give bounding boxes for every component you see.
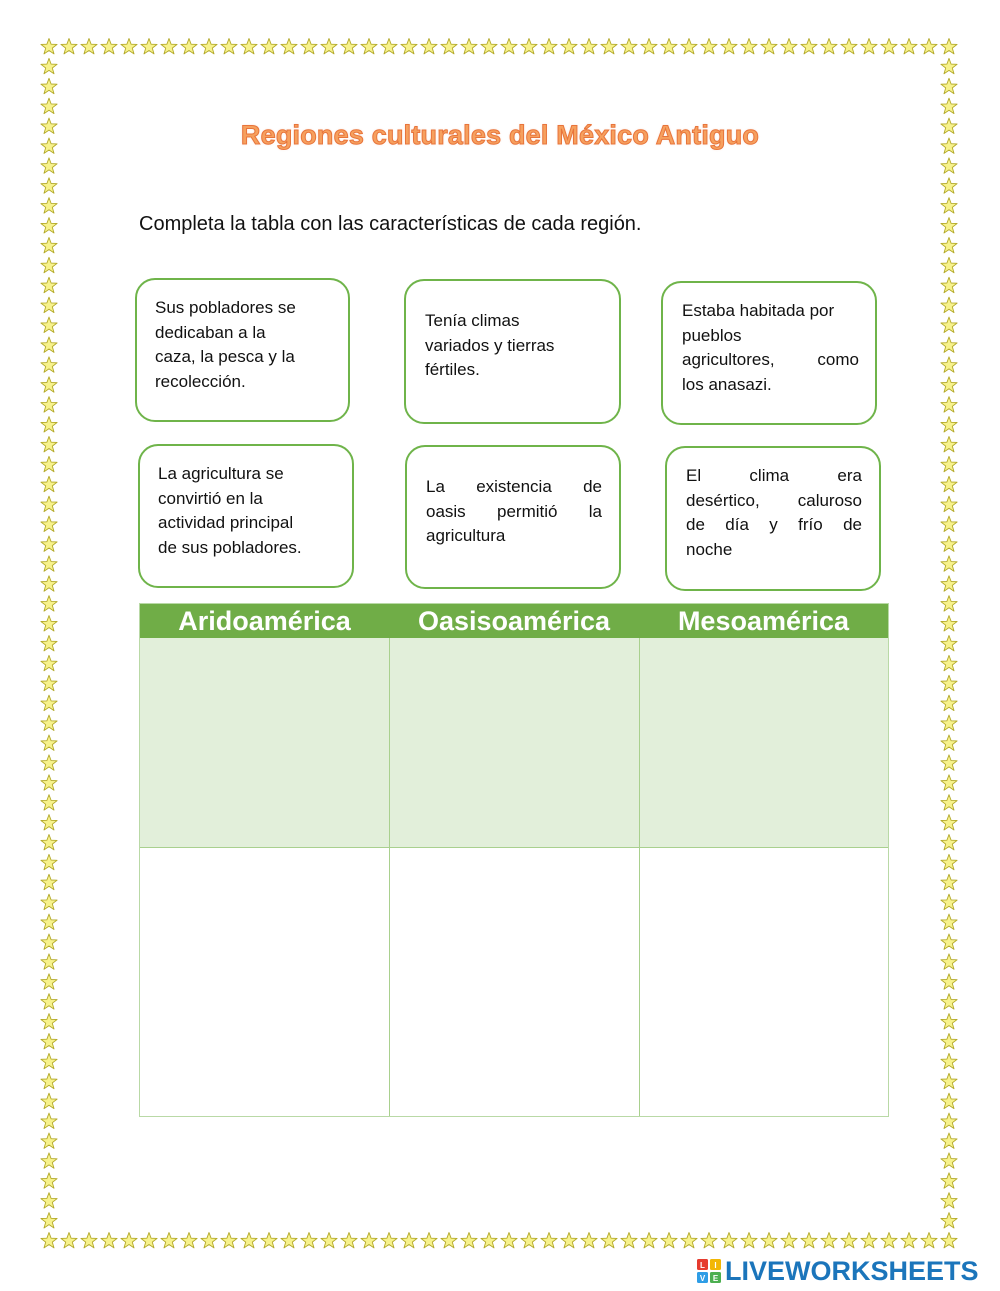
star-icon (41, 616, 57, 631)
star-icon (941, 1213, 957, 1228)
star-icon (401, 39, 417, 54)
star-icon (41, 417, 57, 432)
star-icon (41, 496, 57, 511)
star-icon (261, 1233, 277, 1248)
star-icon (941, 775, 957, 790)
answer-card-1[interactable] (135, 278, 350, 422)
star-icon (741, 39, 757, 54)
star-icon (41, 715, 57, 730)
star-icon (941, 218, 957, 233)
star-icon (941, 357, 957, 372)
answer-card-4[interactable] (138, 444, 354, 588)
star-icon (941, 1153, 957, 1168)
svg-text:E: E (712, 1274, 719, 1283)
card-line: dedicaban a la (155, 322, 266, 342)
star-icon (601, 1233, 617, 1248)
star-icon (41, 58, 57, 73)
star-icon (941, 655, 957, 670)
star-icon (41, 1113, 57, 1128)
star-icon (41, 317, 57, 332)
star-icon (941, 536, 957, 551)
drop-zone-aridoamerica-1[interactable] (140, 638, 389, 847)
star-icon (341, 1233, 357, 1248)
star-icon (421, 39, 437, 54)
star-icon (741, 1233, 757, 1248)
star-icon (41, 1014, 57, 1029)
star-icon (941, 1034, 957, 1049)
star-icon (941, 596, 957, 611)
star-icon (41, 1233, 57, 1248)
star-icon (41, 218, 57, 233)
star-icon (941, 1193, 957, 1208)
star-icon (941, 576, 957, 591)
card-line: variados y tierras (425, 335, 555, 355)
star-icon (441, 1233, 457, 1248)
star-icon (41, 576, 57, 591)
star-icon (681, 1233, 697, 1248)
star-icon (41, 874, 57, 889)
star-icon (41, 795, 57, 810)
star-icon (941, 994, 957, 1009)
star-icon (641, 39, 657, 54)
star-icon (941, 1133, 957, 1148)
star-icon (941, 556, 957, 571)
star-icon (41, 994, 57, 1009)
star-icon (821, 39, 837, 54)
instruction-text: Completa la tabla con las características de cada región. (139, 213, 642, 235)
star-icon (141, 1233, 157, 1248)
star-icon (41, 178, 57, 193)
star-icon (41, 297, 57, 312)
star-icon (941, 1093, 957, 1108)
star-icon (501, 1233, 517, 1248)
star-icon (61, 1233, 77, 1248)
star-icon (41, 238, 57, 253)
star-icon (121, 1233, 137, 1248)
star-icon (41, 1153, 57, 1168)
star-icon (221, 1233, 237, 1248)
card-line: de sus pobladores. (158, 537, 302, 557)
card-line: agricultores, como (682, 350, 859, 369)
star-icon (941, 198, 957, 213)
star-icon (41, 974, 57, 989)
star-icon (341, 39, 357, 54)
table-row (140, 848, 888, 1116)
star-icon (181, 39, 197, 54)
star-icon (481, 1233, 497, 1248)
star-icon (41, 556, 57, 571)
drop-zone-oasisoamerica-2[interactable] (390, 848, 639, 1116)
star-icon (941, 337, 957, 352)
drop-zone-aridoamerica-2[interactable] (140, 848, 389, 1116)
drop-zone-oasisoamerica-1[interactable] (390, 638, 639, 847)
star-icon (941, 496, 957, 511)
star-icon (41, 695, 57, 710)
star-icon (41, 1073, 57, 1088)
table-header (140, 604, 888, 638)
star-icon (881, 1233, 897, 1248)
star-icon (41, 815, 57, 830)
star-icon (941, 516, 957, 531)
star-icon (121, 39, 137, 54)
card-line: recolección. (155, 371, 246, 391)
star-icon (181, 1233, 197, 1248)
star-icon (701, 39, 717, 54)
star-icon (41, 1053, 57, 1068)
svg-text:V: V (699, 1274, 706, 1283)
star-icon (941, 854, 957, 869)
star-icon (941, 1073, 957, 1088)
star-icon (301, 1233, 317, 1248)
star-icon (41, 158, 57, 173)
star-icon (61, 39, 77, 54)
star-icon (41, 337, 57, 352)
star-icon (921, 1233, 937, 1248)
card-line: fértiles. (425, 360, 480, 379)
star-icon (141, 39, 157, 54)
star-icon (801, 39, 817, 54)
star-icon (881, 39, 897, 54)
star-icon (381, 39, 397, 54)
star-icon (41, 1093, 57, 1108)
star-icon (941, 78, 957, 93)
card-line: La agricultura se (158, 464, 284, 483)
star-icon (401, 1233, 417, 1248)
star-icon (621, 39, 637, 54)
star-icon (241, 1233, 257, 1248)
star-icon (941, 934, 957, 949)
card-line: desértico, caluroso (686, 490, 862, 510)
star-icon (941, 616, 957, 631)
star-icon (761, 1233, 777, 1248)
star-icon (41, 437, 57, 452)
star-icon (381, 1233, 397, 1248)
star-icon (41, 934, 57, 949)
star-icon (161, 1233, 177, 1248)
star-icon (41, 536, 57, 551)
svg-text:L: L (700, 1261, 705, 1270)
star-icon (941, 954, 957, 969)
star-icon (281, 1233, 297, 1248)
star-icon (821, 1233, 837, 1248)
star-icon (81, 1233, 97, 1248)
star-icon (41, 257, 57, 272)
header-mesoamerica: Mesoamérica (677, 606, 850, 636)
star-icon (201, 39, 217, 54)
star-icon (241, 39, 257, 54)
answer-card-5[interactable] (405, 445, 621, 589)
star-icon (661, 1233, 677, 1248)
card-line: Estaba habitada por (682, 301, 835, 320)
page-title: Regiones culturales del México Antiguo (240, 120, 760, 150)
star-icon (541, 1233, 557, 1248)
star-icon (841, 1233, 857, 1248)
star-icon (561, 1233, 577, 1248)
star-icon (41, 636, 57, 651)
star-icon (41, 1133, 57, 1148)
star-icon (361, 1233, 377, 1248)
star-icon (861, 1233, 877, 1248)
column-divider (389, 638, 390, 1116)
star-icon (941, 874, 957, 889)
star-icon (941, 158, 957, 173)
star-icon (621, 1233, 637, 1248)
star-icon (101, 1233, 117, 1248)
star-icon (421, 1233, 437, 1248)
star-icon (41, 78, 57, 93)
header-oasisoamerica: Oasisoamérica (417, 606, 611, 636)
svg-text:I: I (714, 1261, 717, 1270)
star-icon (41, 854, 57, 869)
star-icon (941, 277, 957, 292)
table-row (140, 638, 888, 848)
live-blocks-icon (697, 1259, 721, 1283)
star-icon (941, 974, 957, 989)
star-icon (721, 1233, 737, 1248)
star-icon (41, 735, 57, 750)
star-icon (941, 715, 957, 730)
star-icon (701, 1233, 717, 1248)
star-icon (941, 675, 957, 690)
star-icon (541, 39, 557, 54)
card-line: noche (686, 539, 733, 559)
star-icon (601, 39, 617, 54)
star-icon (41, 1193, 57, 1208)
card-line: convirtió en la (158, 488, 263, 508)
star-icon (941, 1113, 957, 1128)
star-icon (501, 39, 517, 54)
star-icon (521, 39, 537, 54)
star-icon (941, 735, 957, 750)
star-icon (781, 39, 797, 54)
star-icon (41, 456, 57, 471)
answer-card-6[interactable] (665, 446, 881, 591)
star-icon (941, 1173, 957, 1188)
star-icon (941, 98, 957, 113)
star-icon (941, 476, 957, 491)
card-line: El clima era (686, 466, 862, 485)
star-icon (941, 1053, 957, 1068)
star-icon (41, 198, 57, 213)
star-icon (941, 437, 957, 452)
star-icon (721, 39, 737, 54)
star-icon (661, 39, 677, 54)
star-icon (441, 39, 457, 54)
star-icon (941, 1233, 957, 1248)
star-icon (361, 39, 377, 54)
card-line: oasis permitió la (426, 501, 602, 521)
star-icon (941, 755, 957, 770)
star-icon (41, 377, 57, 392)
star-icon (941, 238, 957, 253)
star-icon (841, 39, 857, 54)
star-icon (941, 377, 957, 392)
star-icon (941, 456, 957, 471)
star-icon (941, 795, 957, 810)
star-icon (941, 894, 957, 909)
star-icon (461, 39, 477, 54)
liveworksheets-logo (697, 1255, 979, 1287)
star-icon (641, 1233, 657, 1248)
card-line: caza, la pesca y la (155, 347, 295, 366)
drop-zone-mesoamerica-1[interactable] (640, 638, 888, 847)
star-icon (941, 695, 957, 710)
star-icon (941, 417, 957, 432)
logo-text: LIVEWORKSHEETS (725, 1255, 979, 1286)
star-icon (941, 178, 957, 193)
star-icon (101, 39, 117, 54)
star-icon (41, 277, 57, 292)
star-icon (941, 914, 957, 929)
header-aridoamerica: Aridoamérica (178, 606, 351, 636)
drop-zone-mesoamerica-2[interactable] (640, 848, 888, 1116)
star-icon (921, 39, 937, 54)
star-icon (461, 1233, 477, 1248)
star-icon (201, 1233, 217, 1248)
star-icon (581, 1233, 597, 1248)
star-icon (481, 39, 497, 54)
star-icon (941, 815, 957, 830)
star-icon (301, 39, 317, 54)
star-icon (861, 39, 877, 54)
star-icon (41, 835, 57, 850)
star-icon (41, 1213, 57, 1228)
star-icon (941, 636, 957, 651)
star-icon (41, 655, 57, 670)
star-icon (41, 1034, 57, 1049)
star-icon (41, 39, 57, 54)
star-icon (681, 39, 697, 54)
star-icon (581, 39, 597, 54)
card-line: La existencia de (426, 477, 602, 496)
star-icon (941, 58, 957, 73)
card-line: los anasazi. (682, 374, 772, 394)
star-icon (941, 257, 957, 272)
card-line: Tenía climas (425, 311, 520, 330)
classification-table (139, 603, 889, 1117)
card-line: de día y frío de (686, 515, 862, 534)
star-icon (41, 1173, 57, 1188)
star-icon (41, 894, 57, 909)
star-icon (41, 954, 57, 969)
star-icon (761, 39, 777, 54)
star-icon (41, 357, 57, 372)
card-line: actividad principal (158, 513, 294, 532)
card-line: agricultura (426, 526, 506, 545)
star-icon (941, 317, 957, 332)
star-icon (941, 39, 957, 54)
star-icon (901, 39, 917, 54)
star-icon (781, 1233, 797, 1248)
star-icon (41, 516, 57, 531)
star-icon (261, 39, 277, 54)
star-icon (41, 775, 57, 790)
star-icon (41, 914, 57, 929)
star-icon (801, 1233, 817, 1248)
star-icon (41, 596, 57, 611)
star-icon (321, 1233, 337, 1248)
star-icon (41, 476, 57, 491)
answer-card-2[interactable] (404, 279, 621, 424)
star-icon (321, 39, 337, 54)
star-icon (901, 1233, 917, 1248)
card-line: pueblos (682, 325, 742, 345)
answer-card-3[interactable] (661, 281, 877, 425)
star-icon (81, 39, 97, 54)
star-icon (281, 39, 297, 54)
column-divider (639, 638, 640, 1116)
star-icon (941, 297, 957, 312)
star-icon (941, 397, 957, 412)
star-icon (221, 39, 237, 54)
star-icon (41, 98, 57, 113)
star-icon (161, 39, 177, 54)
card-line: Sus pobladores se (155, 298, 296, 317)
star-icon (41, 755, 57, 770)
star-icon (941, 835, 957, 850)
star-icon (521, 1233, 537, 1248)
star-icon (941, 1014, 957, 1029)
star-icon (41, 397, 57, 412)
star-icon (41, 675, 57, 690)
star-icon (561, 39, 577, 54)
